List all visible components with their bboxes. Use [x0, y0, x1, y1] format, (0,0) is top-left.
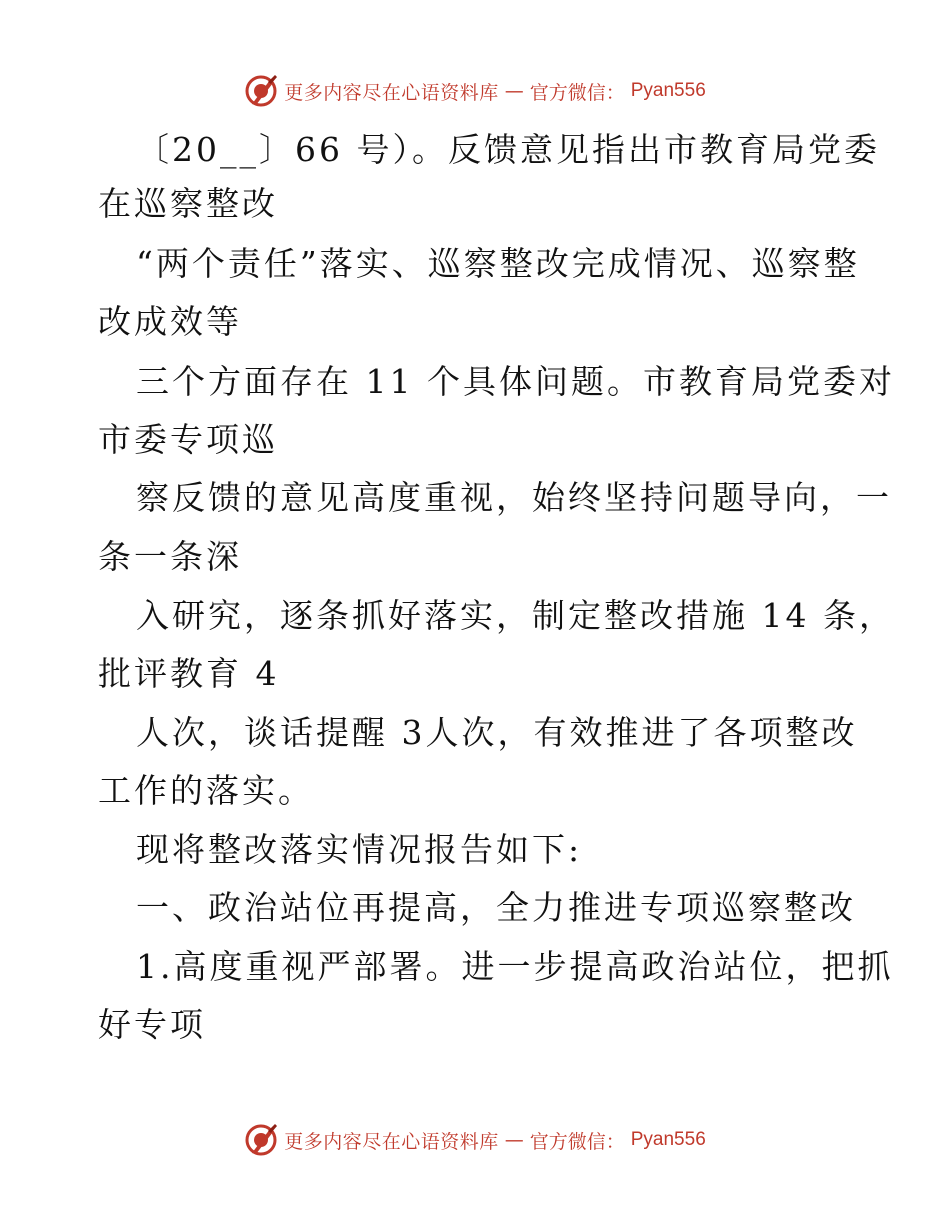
body-line: “两个责任”落实、巡察整改完成情况、巡察整: [136, 244, 860, 283]
header-site-text: 更多内容尽在心语资料库: [284, 81, 499, 104]
header-wechat-label: 官方微信：: [529, 81, 625, 104]
body-line: 〔20__〕66 号）。反馈意见指出市教育局党委: [136, 130, 880, 169]
body-line: 一、政治站位再提高，全力推进专项巡察整改: [136, 888, 856, 927]
body-line: 好专项: [98, 1005, 206, 1044]
footer-separator: —: [504, 1129, 524, 1151]
body-line: 改成效等: [98, 302, 242, 341]
footer-wechat-id: Pyan556: [630, 1129, 706, 1150]
body-line: 在巡察整改: [98, 184, 278, 223]
header-wechat-id: Pyan556: [630, 80, 706, 101]
quill-logo-icon: [244, 1123, 278, 1157]
body-line: 市委专项巡: [98, 420, 278, 459]
footer-site-text: 更多内容尽在心语资料库: [284, 1130, 499, 1153]
footer-wechat-label: 官方微信：: [529, 1130, 625, 1153]
body-line: 工作的落实。: [98, 771, 314, 810]
body-line: 人次，谈话提醒 3人次，有效推进了各项整改: [136, 713, 858, 752]
footer-banner: [0, 1120, 950, 1160]
body-line: 察反馈的意见高度重视，始终坚持问题导向，一: [136, 478, 892, 517]
header-banner-inner: [244, 74, 706, 108]
quill-logo-icon: [244, 74, 278, 108]
body-line: 三个方面存在 11 个具体问题。市教育局党委对: [136, 362, 895, 401]
body-line: 现将整改落实情况报告如下:: [136, 830, 583, 869]
header-separator: —: [504, 80, 524, 102]
footer-banner-inner: [244, 1123, 706, 1157]
body-line: 条一条深: [98, 537, 242, 576]
body-line: 入研究，逐条抓好落实，制定整改措施 14 条，: [136, 596, 895, 635]
body-line: 1.高度重视严部署。进一步提高政治站位，把抓: [136, 947, 894, 986]
header-banner: [0, 71, 950, 111]
body-line: 批评教育 4: [98, 654, 280, 693]
